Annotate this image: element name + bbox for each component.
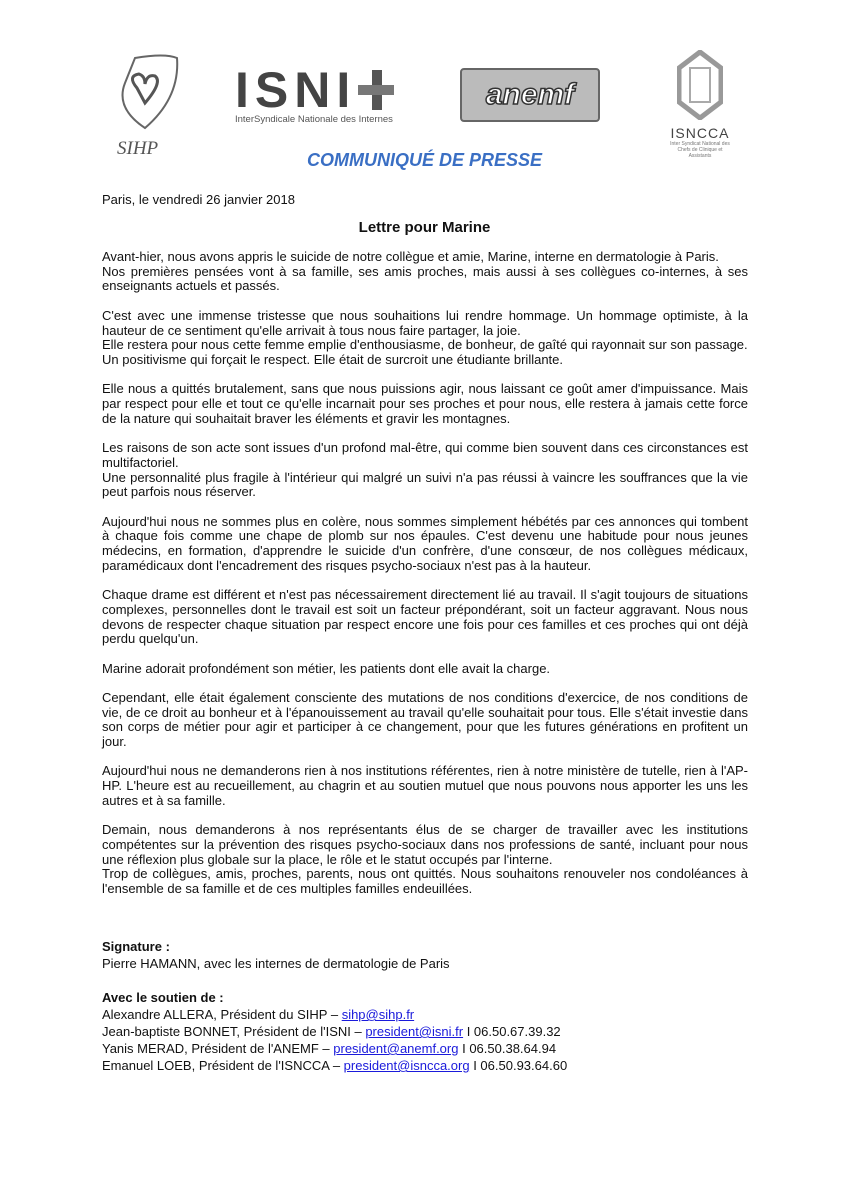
paragraph-line: Cependant, elle était également consciente des mutations de nos conditions d'exercice, de nos conditions de vie, de ce droit au bonheur et à l'épanouissement au travail qu'elle souhaitait pour tous. Elle s'était investie dans son corps de métier pour agir et participer à ce changement, pour que les futures générations en profitent un jour. (102, 689, 748, 750)
supporter-email-link[interactable]: president@anemf.org (333, 1041, 459, 1056)
sihp-logo: SIHP (105, 48, 185, 158)
supporter-phone: I 06.50.67.39.32 (463, 1024, 561, 1039)
supporter-line (102, 1006, 567, 1023)
supporter-email-link[interactable]: president@isncca.org (343, 1058, 470, 1073)
paragraph-line: Aujourd'hui nous ne sommes plus en colère, nous sommes simplement hébétés par ces annonces qui tombent à chaque fois comme une chape de plomb sur nos épaules. C'est devenu une habitude pour nous jeunes médecins, en formation, d'apprendre le suicide d'un confrère, d'une consœur, de nos collègues médicaux, paramédicaux dont l'encadrement des risques psycho-sociaux n'est pas à la hauteur. (102, 513, 748, 573)
paragraph-line: Un positivisme qui forçait le respect. Elle était de surcroit une étudiante brillante. (102, 351, 564, 367)
supporter-name: Alexandre ALLERA, Président du SIHP – (102, 1007, 342, 1022)
signature-block: Signature : Pierre HAMANN, avec les internes de dermatologie de Paris Avec le soutien de : Alexandre ALLERA, Président du SIHP – sihp@sihp.fr Jean-baptiste BONNET, Président de l'ISNI – president@isni.fr I 06.50.67.39.32 Yanis MERAD, Président de l'ANEMF – president@anemf.org I 06.50.38.64.94 Emanuel LOEB, Président de l'ISNCCA – president@isncca.org I 06.50.93.64.60 (102, 939, 568, 1073)
paragraph-line: Trop de collègues, amis, proches, parents, nous ont quittés. Nous souhaitons renouveler nos condoléances à l'ensemble de sa famille et de ces multiples familles endeuillées. (102, 866, 748, 897)
paragraph (102, 588, 748, 647)
paragraph-line: Elle restera pour nous cette femme emplie d'enthousiasme, de bonheur, de gaîté qui rayonnait sur son passage. (102, 337, 748, 353)
paragraph-line: Nos premières pensées vont à sa famille, ses amis proches, mais aussi à ses collègues co-internes, à ses enseignants actuels et passés. (102, 263, 748, 294)
paragraph-line: Marine adorait profondément son métier, les patients dont elle avait la charge. (102, 660, 551, 676)
dateline: Paris, le vendredi 26 janvier 2018 (102, 192, 295, 207)
paragraph (102, 382, 748, 426)
supporter-name: Emanuel LOEB, Président de l'ISNCCA – (102, 1058, 344, 1073)
paragraph-line: Une personnalité plus fragile à l'intérieur qui malgré un suivi n'a pas réussi à vaincre les souffrances que la vie peut parfois nous réserver. (102, 469, 748, 500)
paragraph-line: Avant-hier, nous avons appris le suicide de notre collègue et amie, Marine, interne en dermatologie à Paris. (102, 249, 719, 264)
supporter-name: Yanis MERAD, Président de l'ANEMF – (102, 1041, 334, 1056)
letter-title: Lettre pour Marine (358, 219, 491, 236)
supporter-line (102, 1040, 567, 1057)
supporter-phone: I 06.50.93.64.60 (469, 1058, 568, 1073)
paragraph (102, 250, 748, 294)
paragraph-line: Chaque drame est différent et n'est pas nécessairement directement lié au travail. Il s'agit toujours de situations complexes, personnelles dont le travail est soit un facteur prépondérant, soit un facteur aggravant. Nous nous devons de respecter chaque situation par respect encore une fois pour ces familles et ces proches qui ont déjà perdu quelqu'un. (102, 587, 748, 647)
paragraph-line: Les raisons de son acte sont issues d'un profond mal-être, qui comme bien souvent dans ces circonstances est multifactoriel. (102, 440, 748, 470)
anemf-logo: anemf (460, 68, 600, 122)
supporter-line (102, 1057, 567, 1074)
supporter-email-link[interactable]: sihp@sihp.fr (341, 1007, 415, 1022)
press-release-heading: COMMUNIQUÉ DE PRESSE (306, 150, 543, 170)
paragraph (102, 823, 748, 897)
supporter-email-link[interactable]: president@isni.fr (365, 1024, 464, 1039)
isni-logo: ISNI InterSyndicale Nationale des Internes (235, 62, 393, 125)
supporter-name: Jean-baptiste BONNET, Président de l'ISNI – (102, 1024, 366, 1039)
supporter-phone: I 06.50.38.64.94 (458, 1041, 557, 1056)
paragraph (102, 662, 748, 677)
paragraph (102, 764, 748, 808)
paragraph (102, 441, 748, 500)
paragraph-line: Elle nous a quittés brutalement, sans que nous puissions agir, nous laissant ce goût amer d'impuissance. Mais par respect pour elle et tout ce qu'elle incarnait pour ses proches et pour nous, elle restera à jamais cette force de la nature qui souhaitait braver les éléments et gravir les montagnes. (102, 381, 748, 426)
paragraph-line: C'est avec une immense tristesse que nous souhaitions lui rendre hommage. Un hommage optimiste, à la hauteur de ce sentiment qu'elle arrivait à tous nous faire partager, la joie. (102, 307, 748, 338)
plus-icon (358, 70, 394, 110)
paragraph (102, 515, 748, 574)
supporter-line (102, 1023, 567, 1040)
isncca-logo: ISNCCA Inter Syndicat National des Chefs de Clinique et Assistants (655, 50, 745, 159)
paragraph (102, 309, 748, 368)
paragraph-line: Aujourd'hui nous ne demanderons rien à nos institutions référentes, rien à notre ministère de tutelle, rien à l'AP-HP. L'heure est au recueillement, au chagrin et au soutien mutuel que nous pouvons nous apporter les uns les autres et à sa famille. (102, 763, 748, 808)
paragraph-line: Demain, nous demanderons à nos représentants élus de se charger de travailler avec les institutions compétentes sur la prévention des risques psycho-sociaux dans nos professions de santé, incluant pour nous une réflexion plus globale sur la place, le rôle et le statut occupés par l'interne. (102, 822, 748, 867)
paragraph (102, 691, 748, 750)
letter-body (102, 250, 748, 911)
